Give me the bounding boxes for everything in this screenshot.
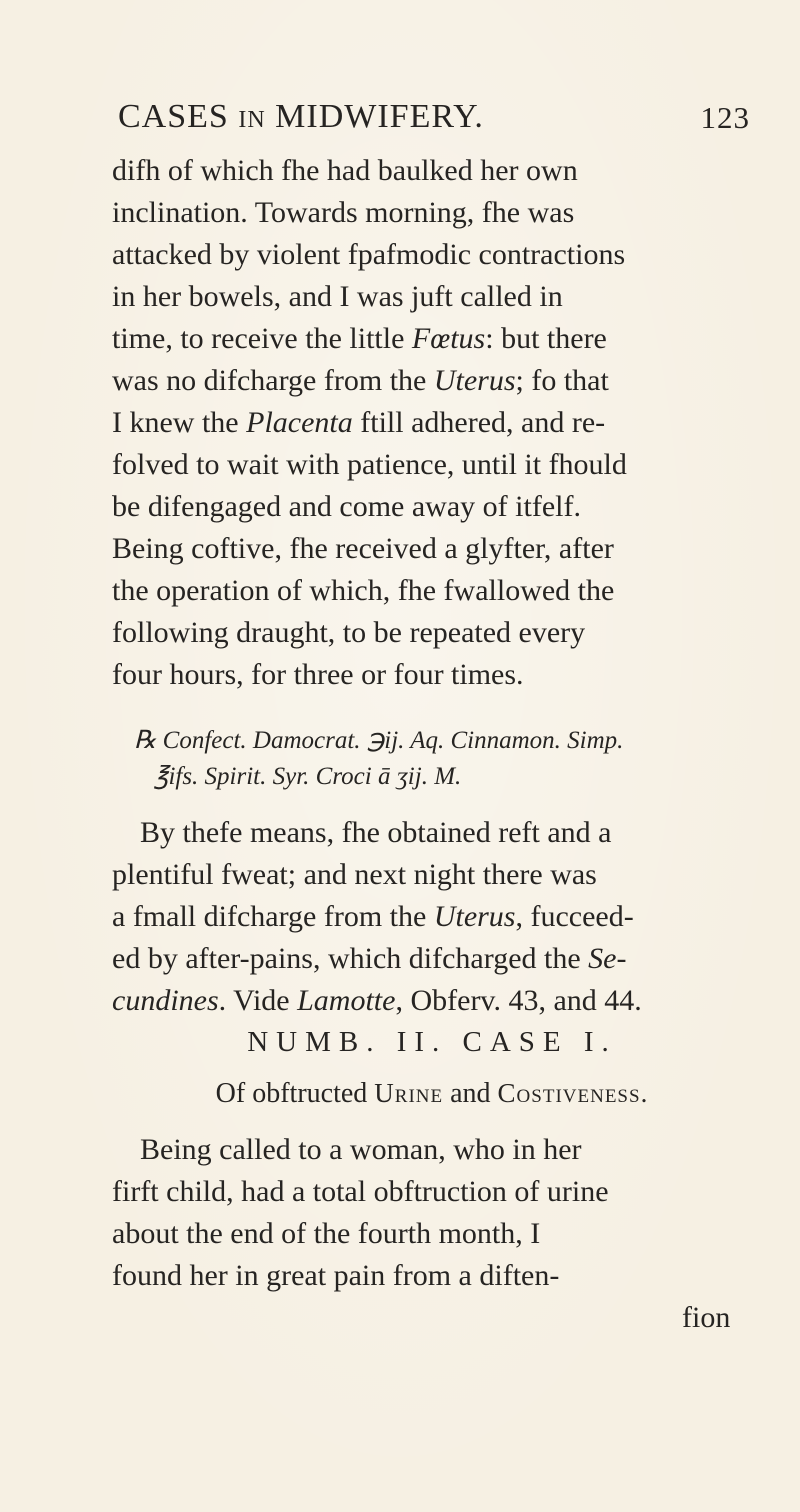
text-line: difh of which fhe had baulked her own xyxy=(112,154,578,187)
case-heading: NUMB. II. CASE I. xyxy=(247,1026,617,1058)
italic-uterus: Uterus xyxy=(433,364,516,397)
case-subheading: Of obftructed Urine and Costiveness. xyxy=(215,1078,649,1109)
text-line: I knew the Placenta ftill adhered, and re- xyxy=(112,406,606,439)
text-line: was no difcharge from the Uterus; fo that xyxy=(112,364,609,397)
text-line: in her bowels, and I was juft called in xyxy=(112,280,563,313)
text-line: ed by after-pains, which difcharged the Se- xyxy=(112,942,627,975)
text-line: Being coftive, fhe received a glyfter, after xyxy=(112,532,614,565)
catchword: fion xyxy=(682,1301,731,1334)
italic-cundines: cundines xyxy=(112,984,219,1017)
text-line: the operation of which, fhe fwallowed the xyxy=(112,574,615,607)
text-line: time, to receive the little Fœtus: but there xyxy=(112,322,607,355)
italic-uterus-2: Uterus xyxy=(433,900,516,933)
small-caps-costiveness: Costiveness. xyxy=(497,1078,649,1108)
text-line: found her in great pain from a diften- xyxy=(112,1259,560,1292)
running-head xyxy=(118,98,484,136)
small-caps-urine: Urine xyxy=(374,1078,444,1108)
text-line: cundines. Vide Lamotte, Obferv. 43, and 44. xyxy=(112,984,642,1017)
running-head-cases: CASES xyxy=(118,98,229,135)
italic-placenta: Placenta xyxy=(246,406,353,439)
text-line: firft child, had a total obftruction of urine xyxy=(112,1175,609,1208)
running-head-midwifery: MIDWIFERY. xyxy=(275,98,484,135)
text-line: be difengaged and come away of itfelf. xyxy=(112,490,581,523)
text-line: Being called to a woman, who in her xyxy=(140,1133,582,1166)
text-line: folved to wait with patience, until it fhould xyxy=(112,448,627,481)
italic-lamotte: Lamotte xyxy=(297,984,396,1017)
text-line: attacked by violent fpafmodic contractions xyxy=(112,238,626,271)
recipe-line-2: ℥ifs. Spirit. Syr. Croci ā ʒij. M. xyxy=(154,763,462,790)
recipe-line-1: ℞ Confect. Damocrat. ℈ij. Aq. Cinnamon. Simp. xyxy=(134,727,624,754)
text-line: following draught, to be repeated every xyxy=(112,616,586,649)
italic-foetus: Fœtus xyxy=(411,322,486,355)
running-head-in: IN xyxy=(238,107,266,133)
page-header xyxy=(110,98,750,142)
text-line: a fmall difcharge from the Uterus, fucceed- xyxy=(112,900,634,933)
italic-se: Se- xyxy=(588,942,627,975)
text-line: inclination. Towards morning, fhe was xyxy=(112,196,575,229)
text-line: four hours, for three or four times. xyxy=(112,658,524,691)
text-line: about the end of the fourth month, I xyxy=(112,1217,541,1250)
text-line: By thefe means, fhe obtained reft and a xyxy=(140,816,612,849)
text-line: plentiful fweat; and next night there was xyxy=(112,858,597,891)
page-number: 123 xyxy=(700,100,750,135)
